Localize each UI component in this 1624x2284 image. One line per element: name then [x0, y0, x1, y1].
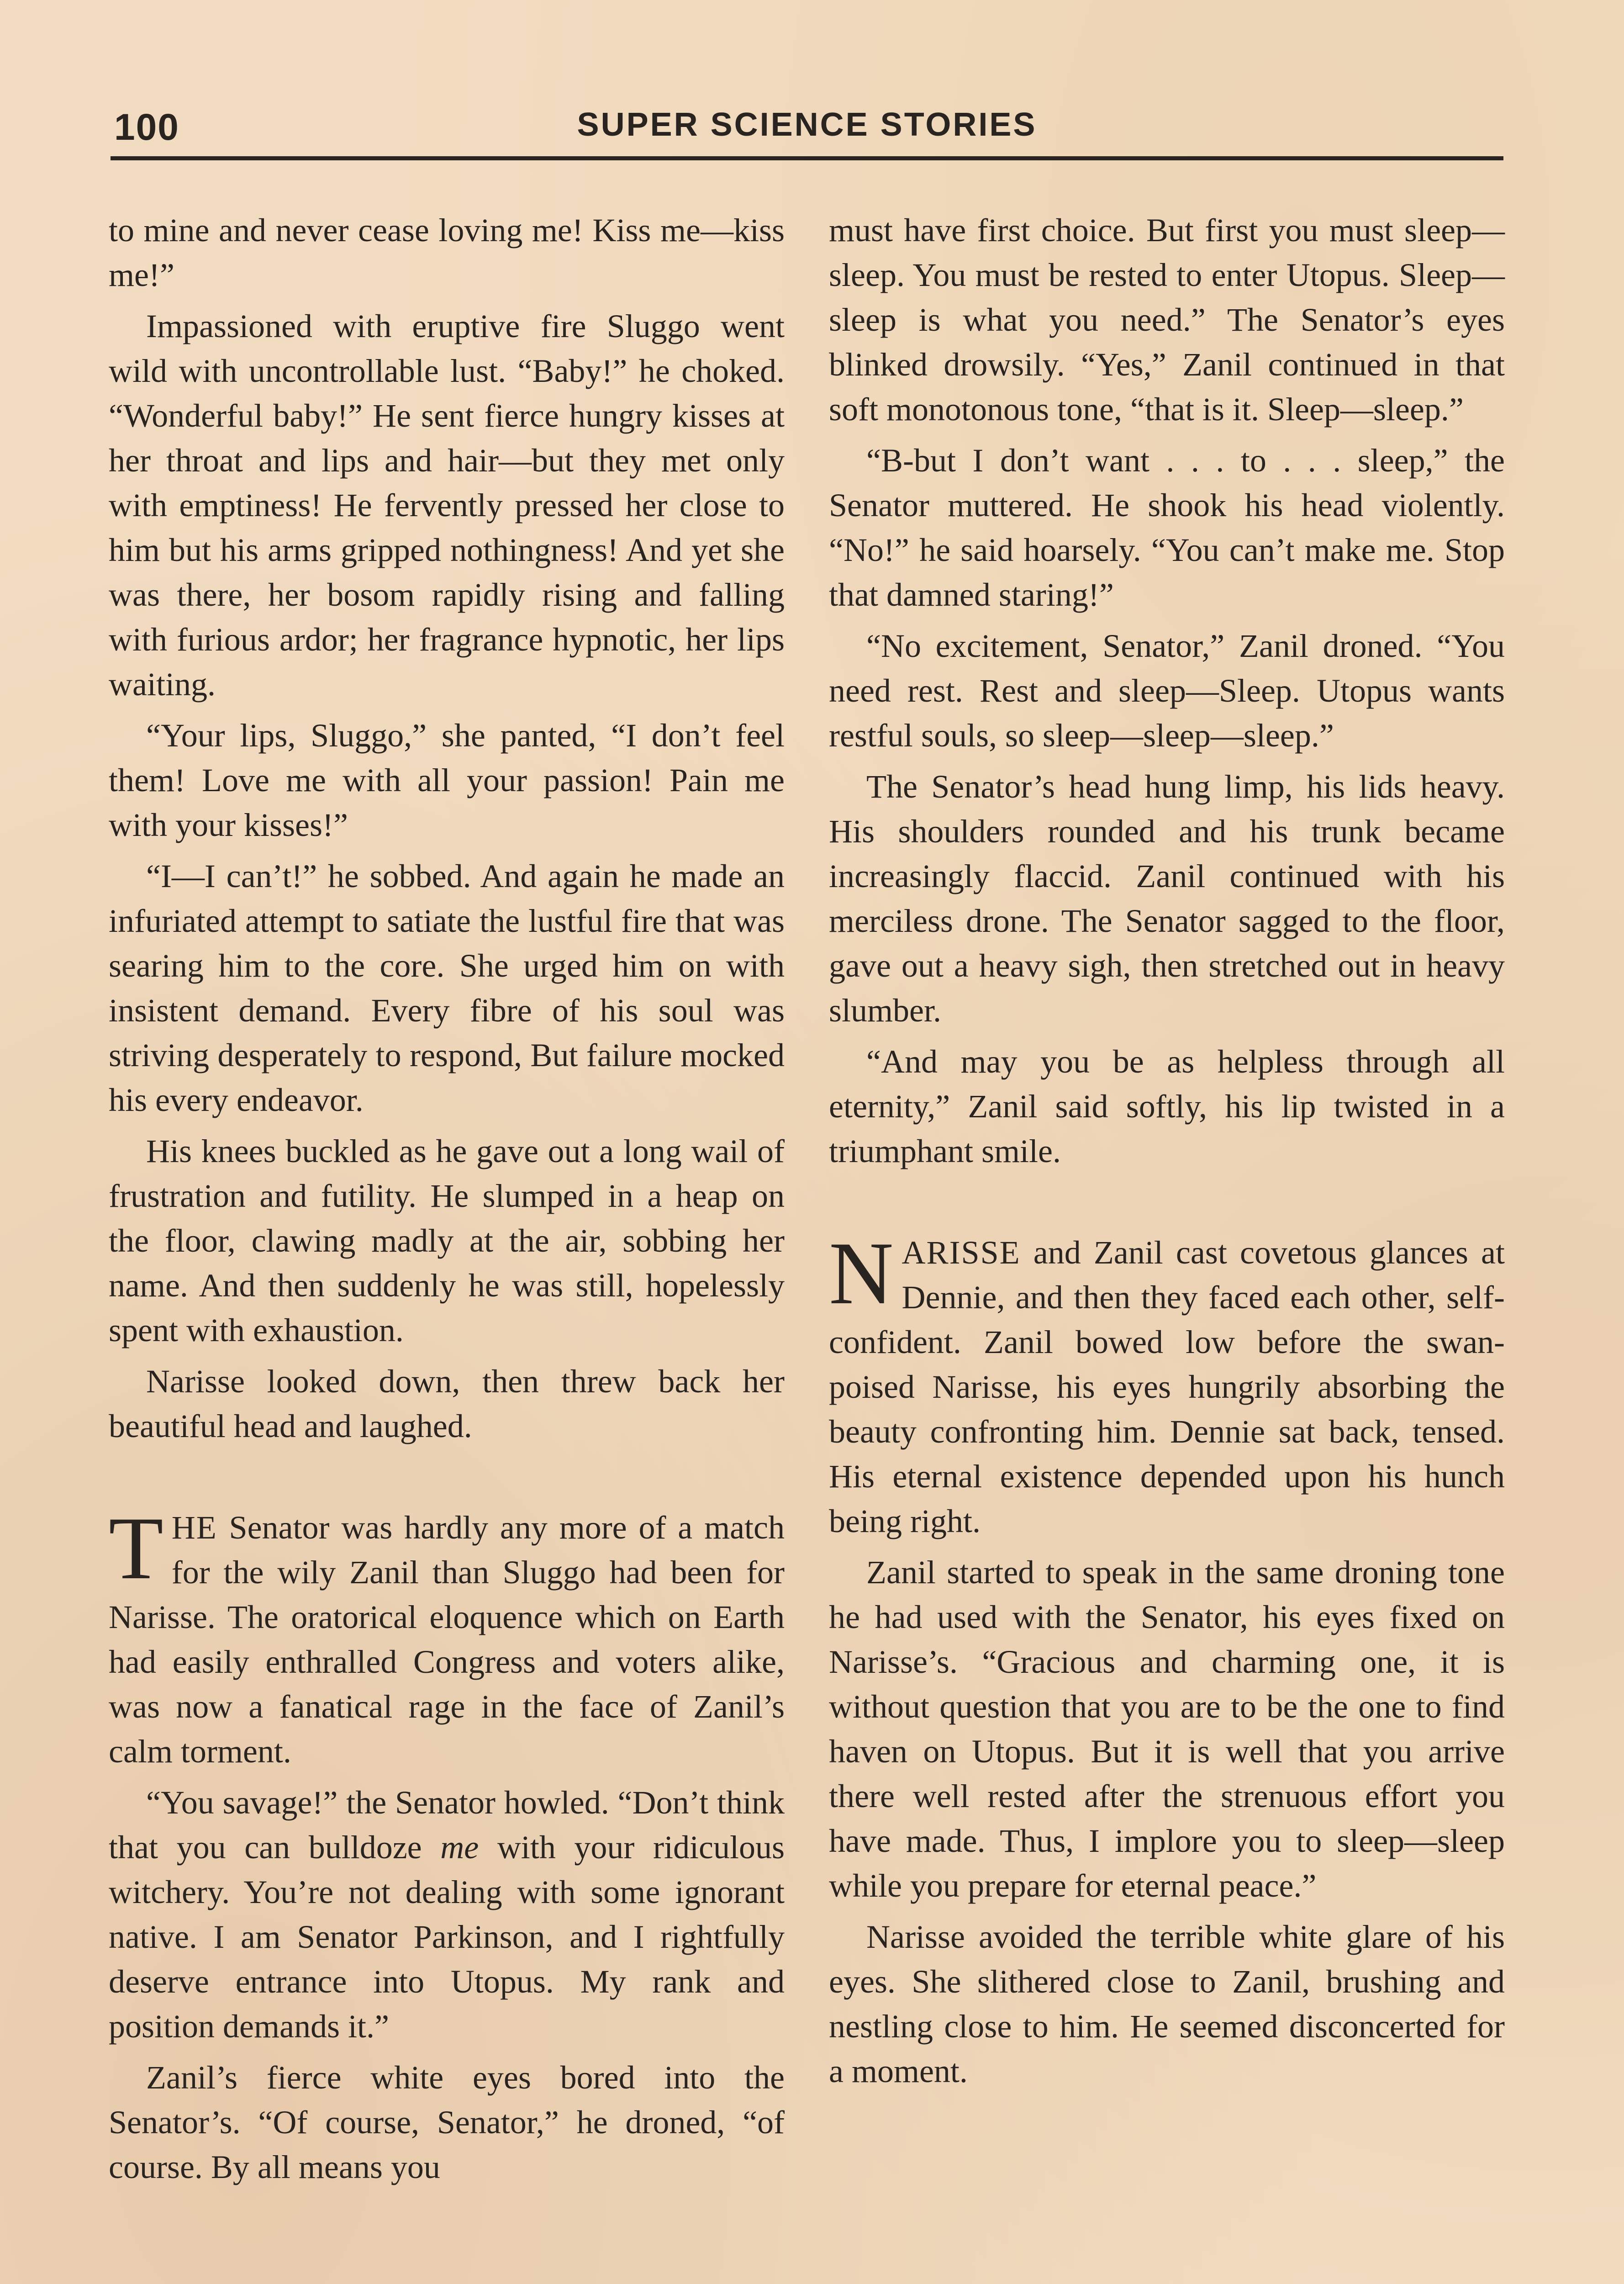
section-opening-paragraph — [829, 1224, 1505, 1544]
paragraph: “And may you be as helpless through all eternity,” Zanil said softly, his lip twisted in a triumphant smile. — [829, 1043, 1505, 1169]
right-column — [829, 208, 1505, 2100]
paragraph: “B-but I don’t want . . . to . . . sleep,” the Senator muttered. He shook his head violently. “No!” he said hoarsely. “You can’t make me. Stop that damned staring!” — [829, 442, 1505, 613]
paragraph-text: Senator was hardly any more of a match for the wily Zanil than Sluggo had been for Narisse. The oratorical eloquence which on Earth had easily enthralled Congress and voters alike, was now a fanatical rage in the face of Zanil’s calm torment. — [109, 1509, 785, 1770]
paragraph: Zanil’s fierce white eyes bored into the Senator’s. “Of course, Senator,” he droned, “of course. By all means you — [109, 2059, 785, 2185]
paragraph-text: and Zanil cast covetous glances at Dennie, and then they faced each other, self-confident. Zanil bowed low before the swan-poised Narisse, his eyes hungrily absorbing the beauty confronting him. Dennie sat back, tensed. His eternal existence depended upon his hunch being right. — [829, 1234, 1505, 1539]
drop-cap: N — [829, 1224, 894, 1323]
paragraph-text: “You savage!” the Senator howled. “Don’t think that you can bulldoze — [109, 1784, 785, 1866]
section-opening-paragraph — [109, 1499, 785, 1774]
small-caps-lead: HE — [171, 1509, 217, 1546]
paragraph: Impassioned with eruptive fire Sluggo went wild with uncontrollable lust. “Baby!” he choked. “Wonderful baby!” He sent fierce hungry kisses at her throat and lips and hair—but they met only with emptiness! He fervently pressed her close to him but his arms gripped nothingness! And yet she was there, her bosom rapidly rising and falling with furious ardor; her fragrance hypnotic, her lips waiting. — [109, 308, 785, 703]
paragraph: The Senator’s head hung limp, his lids heavy. His shoulders rounded and his trunk became increasingly flaccid. Zanil continued with his merciless drone. The Senator sagged to the floor, gave out a heavy sigh, then stretched out in heavy slumber. — [829, 768, 1505, 1029]
paragraph: to mine and never cease loving me! Kiss me—kiss me!” — [109, 212, 785, 293]
paragraph: Zanil started to speak in the same droning tone he had used with the Senator, his eyes fixed on Narisse’s. “Gracious and charming one, it is without question that you are to be the one to find haven on Utopus. But it is well that you arrive there well rested after the strenuous effort you have made. Thus, I implore you to sleep—sleep while you prepare for eternal peace.” — [829, 1554, 1505, 1904]
magazine-title: SUPER SCIENCE STORIES — [577, 106, 1037, 143]
section-break — [829, 1180, 1505, 1230]
paragraph — [109, 1780, 785, 2049]
page-header — [111, 97, 1503, 160]
paragraph: “No excitement, Senator,” Zanil droned. “You need rest. Rest and sleep—Sleep. Utopus wants restful souls, so sleep—sleep—sleep.” — [829, 628, 1505, 754]
section-break — [109, 1455, 785, 1505]
paragraph: “Your lips, Sluggo,” she panted, “I don’t feel them! Love me with all your passion! Pain me with your kisses!” — [109, 717, 785, 843]
page-number: 100 — [114, 106, 179, 148]
paragraph: Narisse avoided the terrible white glare of his eyes. She slithered close to Zanil, brushing and nestling close to him. He seemed disconcerted for a moment. — [829, 1919, 1505, 2089]
paragraph: His knees buckled as he gave out a long wail of frustration and futility. He slumped in a heap on the floor, clawing madly at the air, sobbing her name. And then suddenly he was still, hopelessly spent with exhaustion. — [109, 1133, 785, 1348]
small-caps-lead: ARISSE — [902, 1234, 1021, 1271]
paragraph: Narisse looked down, then threw back her beautiful head and laughed. — [109, 1363, 785, 1444]
drop-cap: T — [109, 1499, 163, 1598]
paragraph: must have first choice. But first you must sleep—sleep. You must be rested to enter Utopus. Sleep—sleep is what you need.” The Senator’s eyes blinked drowsily. “Yes,” Zanil continued in that soft monotonous tone, “that is it. Sleep—sleep.” — [829, 212, 1505, 428]
paragraph: “I—I can’t!” he sobbed. And again he made an infuriated attempt to satiate the lustful fire that was searing him to the core. She urged him on with insistent demand. Every fibre of his soul was striving desperately to respond, But failure mocked his every endeavor. — [109, 858, 785, 1118]
emphasis: me — [440, 1829, 479, 1866]
left-column — [109, 208, 785, 2196]
paragraph-text: with your ridiculous witchery. You’re not dealing with some ignorant native. I am Senator Parkinson, and I rightfully deserve entrance into Utopus. My rank and position demands it.” — [109, 1829, 785, 2045]
